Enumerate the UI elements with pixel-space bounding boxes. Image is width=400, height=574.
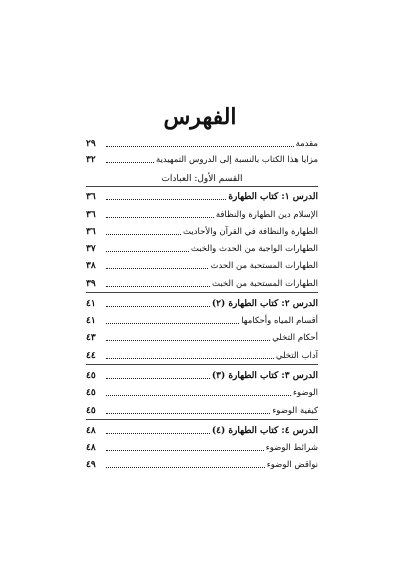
dot-leader — [106, 251, 189, 252]
item-text: نواقض الوضوء — [266, 460, 318, 470]
item-page: ٤٥ — [86, 388, 96, 398]
separator — [86, 419, 318, 420]
entry-page: ٣٢ — [86, 155, 96, 165]
dot-leader — [106, 162, 154, 163]
lesson-4 — [86, 423, 318, 437]
item-page: ٤١ — [86, 316, 96, 326]
lesson-page: ٤١ — [86, 299, 96, 309]
lesson-2 — [86, 296, 318, 310]
lesson-page: ٤٥ — [86, 371, 96, 381]
toc-item — [86, 207, 324, 221]
item-page: ٣٦ — [86, 227, 96, 237]
dot-leader — [106, 395, 291, 396]
section-heading: القسم الأول: العبادات — [161, 174, 243, 184]
page-title: الفهرس — [163, 104, 237, 130]
dot-leader — [106, 433, 210, 434]
item-page: ٤٥ — [86, 406, 96, 416]
dot-leader — [106, 268, 208, 269]
toc-item — [86, 440, 324, 454]
toc-item — [86, 457, 324, 471]
lesson-page: ٣٦ — [86, 192, 96, 202]
dot-leader — [106, 413, 270, 414]
toc-item — [86, 276, 324, 290]
item-text: الطهارات الواجبة من الحدث والخبث — [190, 244, 318, 254]
lesson-title: الدرس ٣: كتاب الطهارة (٣) — [211, 371, 318, 381]
item-page: ٣٦ — [86, 210, 96, 220]
lesson-page: ٤٨ — [86, 426, 96, 436]
lesson-title: الدرس ١: كتاب الطهارة — [228, 192, 318, 202]
lesson-title: الدرس ٢: كتاب الطهارة (٢) — [211, 299, 318, 309]
entry-text: مزايا هذا الكتاب بالنسبة إلى الدروس التمهيدية — [155, 155, 318, 165]
item-text: آداب التخلي — [275, 351, 318, 361]
item-text: أحكام التخلي — [272, 333, 318, 343]
item-page: ٣٩ — [86, 279, 96, 289]
dot-leader — [106, 146, 294, 147]
item-text: أقسام المياه وأحكامها — [241, 316, 318, 326]
item-page: ٣٨ — [86, 261, 96, 271]
lesson-3 — [86, 368, 318, 382]
toc-item — [86, 385, 324, 399]
dot-leader — [106, 306, 210, 307]
toc-item — [86, 258, 324, 272]
item-text: الطهارة والنظافة في القرآن والأحاديث — [183, 227, 318, 237]
toc-entry-intro — [86, 136, 318, 150]
dot-leader — [106, 323, 239, 324]
lesson-1 — [86, 189, 318, 203]
dot-leader — [106, 340, 270, 341]
dot-leader — [106, 217, 214, 218]
dot-leader — [106, 358, 274, 359]
toc-item — [86, 330, 324, 344]
item-text: شرائط الوضوء — [265, 443, 318, 453]
lesson-title: الدرس ٤: كتاب الطهارة (٤) — [211, 426, 318, 436]
item-text: الطهارات المستحبة من الخبث — [211, 279, 318, 289]
separator — [86, 292, 318, 293]
dot-leader — [106, 378, 210, 379]
toc-item — [86, 224, 324, 238]
dot-leader — [106, 199, 226, 200]
entry-page: ٢٩ — [86, 139, 96, 149]
item-text: الإسلام دين الطهارة والنظافة — [215, 210, 318, 220]
separator — [86, 364, 318, 365]
item-page: ٤٤ — [86, 351, 96, 361]
toc-item — [86, 403, 330, 417]
item-page: ٤٣ — [86, 333, 96, 343]
item-text: الطهارات المستحبة من الحدث — [210, 261, 318, 271]
item-text: كيفية الوضوء — [272, 406, 318, 416]
toc-entry-features — [86, 152, 318, 166]
dot-leader — [106, 234, 181, 235]
entry-text: مقدمة — [295, 139, 318, 149]
toc-item — [86, 348, 330, 362]
toc-item — [86, 313, 324, 327]
separator — [86, 186, 318, 187]
item-page: ٣٧ — [86, 244, 96, 254]
item-page: ٤٩ — [86, 460, 96, 470]
toc-item — [86, 241, 324, 255]
item-page: ٤٨ — [86, 443, 96, 453]
dot-leader — [106, 467, 265, 468]
dot-leader — [106, 450, 264, 451]
dot-leader — [106, 286, 210, 287]
item-text: الوضوء — [293, 388, 318, 398]
